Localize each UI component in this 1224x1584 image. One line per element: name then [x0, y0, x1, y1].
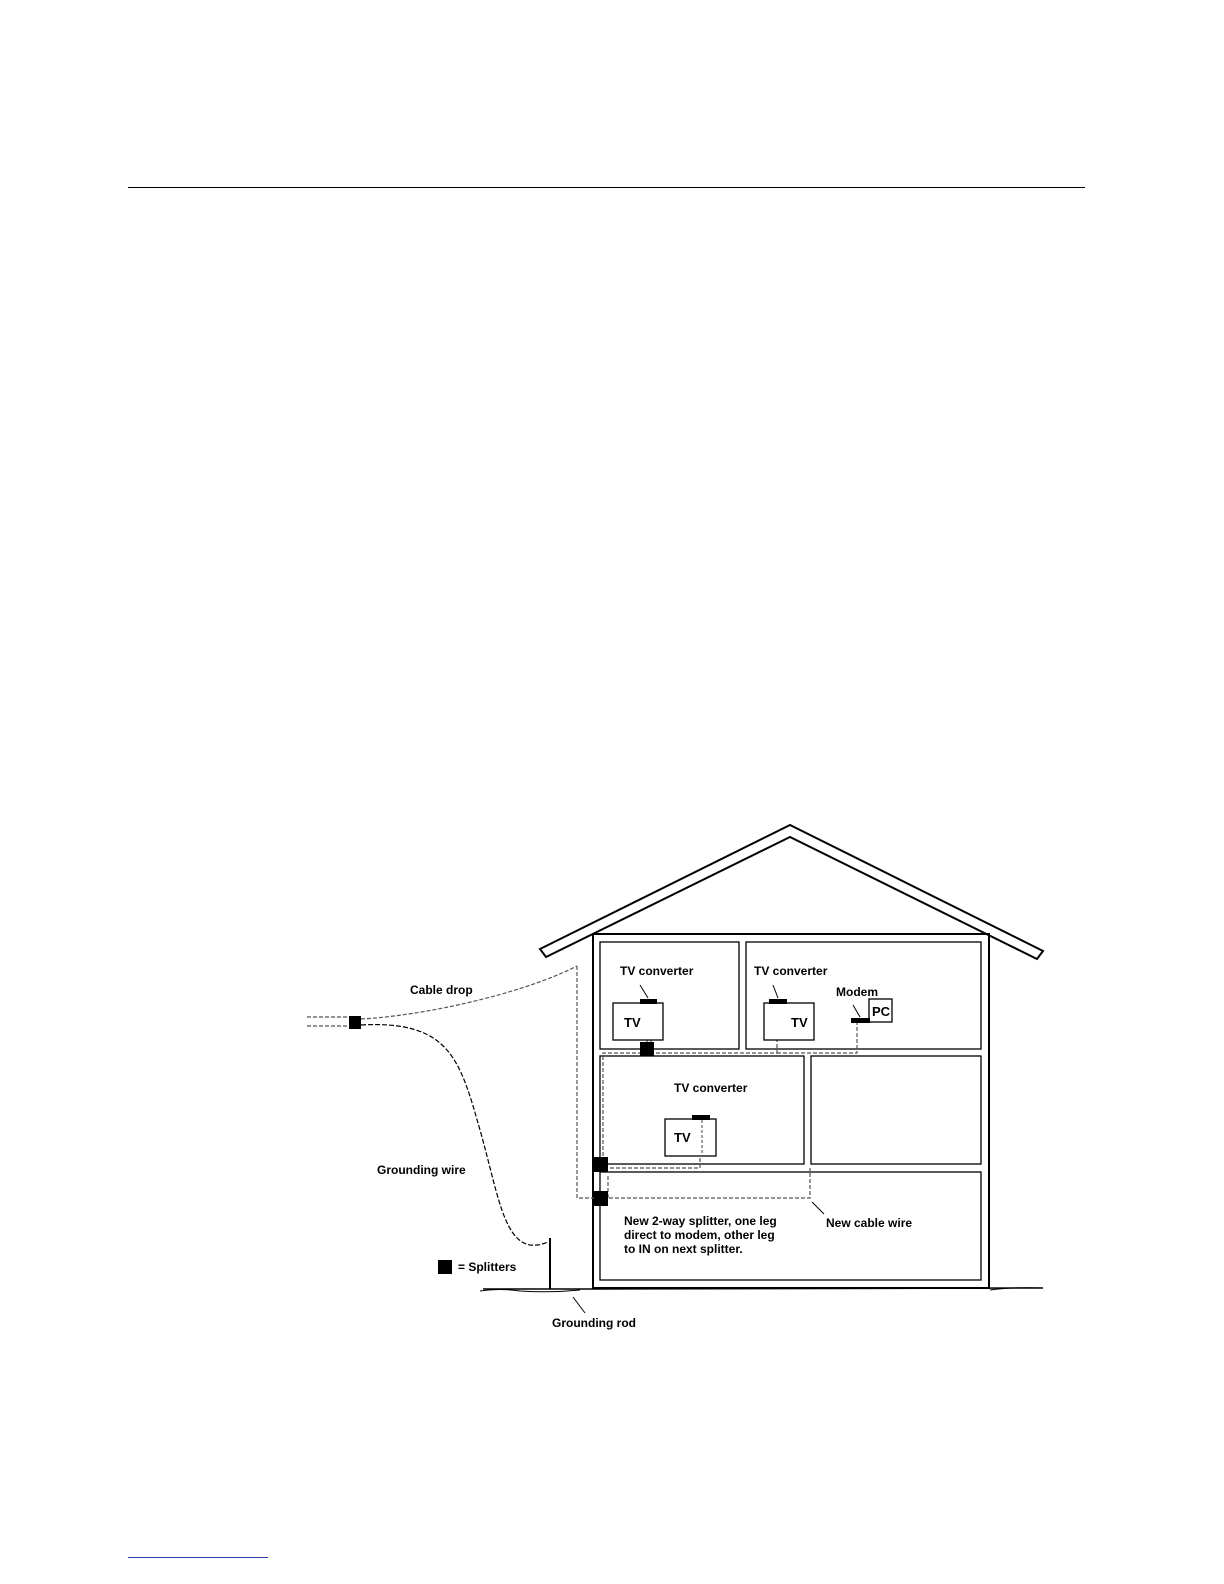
- label-splitters-legend: = Splitters: [458, 1260, 517, 1274]
- label-tv-2: TV: [791, 1015, 808, 1030]
- label-splitter-note-2: direct to modem, other leg: [624, 1228, 775, 1242]
- converters: [640, 999, 870, 1120]
- label-tv-converter-3: TV converter: [674, 1081, 748, 1095]
- splitter-new: [594, 1191, 608, 1206]
- incoming-cable: [307, 1017, 350, 1026]
- label-grounding-rod: Grounding rod: [552, 1316, 636, 1330]
- label-new-cable-wire: New cable wire: [826, 1216, 913, 1230]
- converter-2: [769, 999, 787, 1004]
- converter-3: [692, 1115, 710, 1120]
- label-grounding-wire: Grounding wire: [377, 1163, 466, 1177]
- modem-device: [851, 1018, 870, 1023]
- label-tv-1: TV: [624, 1015, 641, 1030]
- devices: [613, 999, 892, 1156]
- label-splitter-note-3: to IN on next splitter.: [624, 1242, 743, 1256]
- label-tv-converter-2: TV converter: [754, 964, 828, 978]
- label-cable-drop: Cable drop: [410, 983, 473, 997]
- label-tv-3: TV: [674, 1130, 691, 1145]
- splitter-legend-icon: [438, 1260, 452, 1274]
- grounding-wire-line: [361, 1025, 548, 1246]
- converter-1: [640, 999, 657, 1004]
- label-modem: Modem: [836, 985, 878, 999]
- ground-line: [483, 1288, 1043, 1289]
- label-tv-converter-1: TV converter: [620, 964, 694, 978]
- splitter-top: [640, 1042, 654, 1056]
- house-roof: [540, 825, 1043, 959]
- room-middle-right: [811, 1056, 981, 1164]
- label-pc: PC: [872, 1004, 891, 1019]
- label-splitter-note-1: New 2-way splitter, one leg: [624, 1214, 777, 1228]
- splitter-middle: [594, 1157, 608, 1172]
- splitters: [349, 1016, 654, 1274]
- splitter-outdoor: [349, 1016, 361, 1029]
